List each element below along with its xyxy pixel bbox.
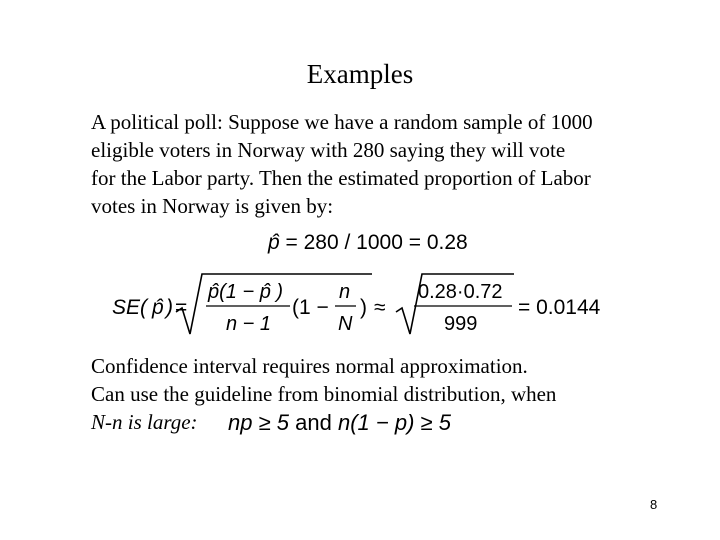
- slide-title: Examples: [306, 59, 414, 89]
- np-condition: np ≥ 5: [228, 410, 290, 435]
- intro-line-2: eligible voters in Norway with 280 saying they will vote: [91, 138, 566, 162]
- frac2-open: (1 −: [292, 296, 329, 319]
- phat-value: = 280 / 1000 = 0.28: [285, 231, 468, 254]
- confidence-line-1: Confidence interval requires normal approximation.: [91, 354, 528, 378]
- se-label: SE(: [112, 296, 148, 319]
- frac2-denominator: N: [338, 313, 353, 335]
- normal-approx-condition: [228, 408, 451, 438]
- frac2-numerator: n: [339, 281, 351, 303]
- intro-line-1: A political poll: Suppose we have a random sample of 1000: [91, 110, 593, 134]
- nq-condition: n(1 − p) ≥ 5: [337, 410, 451, 435]
- intro-line-3: for the Labor party. Then the estimated proportion of Labor: [91, 166, 591, 190]
- phat-symbol: p̂: [268, 231, 280, 254]
- frac3-denominator: 999: [444, 313, 478, 335]
- page-number: 8: [650, 497, 658, 512]
- phat-formula: [268, 228, 468, 258]
- frac3-numerator: 0.28·0.72: [418, 281, 503, 303]
- intro-paragraph: [91, 108, 691, 220]
- intro-line-4: votes in Norway is given by:: [91, 194, 334, 218]
- approx-symbol: ≈: [374, 296, 386, 319]
- se-result: = 0.0144: [518, 296, 601, 319]
- and-word: and: [295, 410, 332, 435]
- se-argument: p̂: [152, 296, 164, 319]
- standard-error-formula: [0, 264, 720, 344]
- frac1-numerator: p̂(1 − p̂ ): [208, 281, 284, 303]
- large-n-condition-text: N-n is large:: [91, 410, 198, 434]
- se-equals: =: [175, 296, 188, 319]
- se-close-paren: ): [166, 296, 173, 319]
- frac2-close: ): [360, 296, 367, 319]
- confidence-line-2: Can use the guideline from binomial distribution, when: [91, 382, 557, 406]
- frac1-denominator: n − 1: [226, 313, 272, 335]
